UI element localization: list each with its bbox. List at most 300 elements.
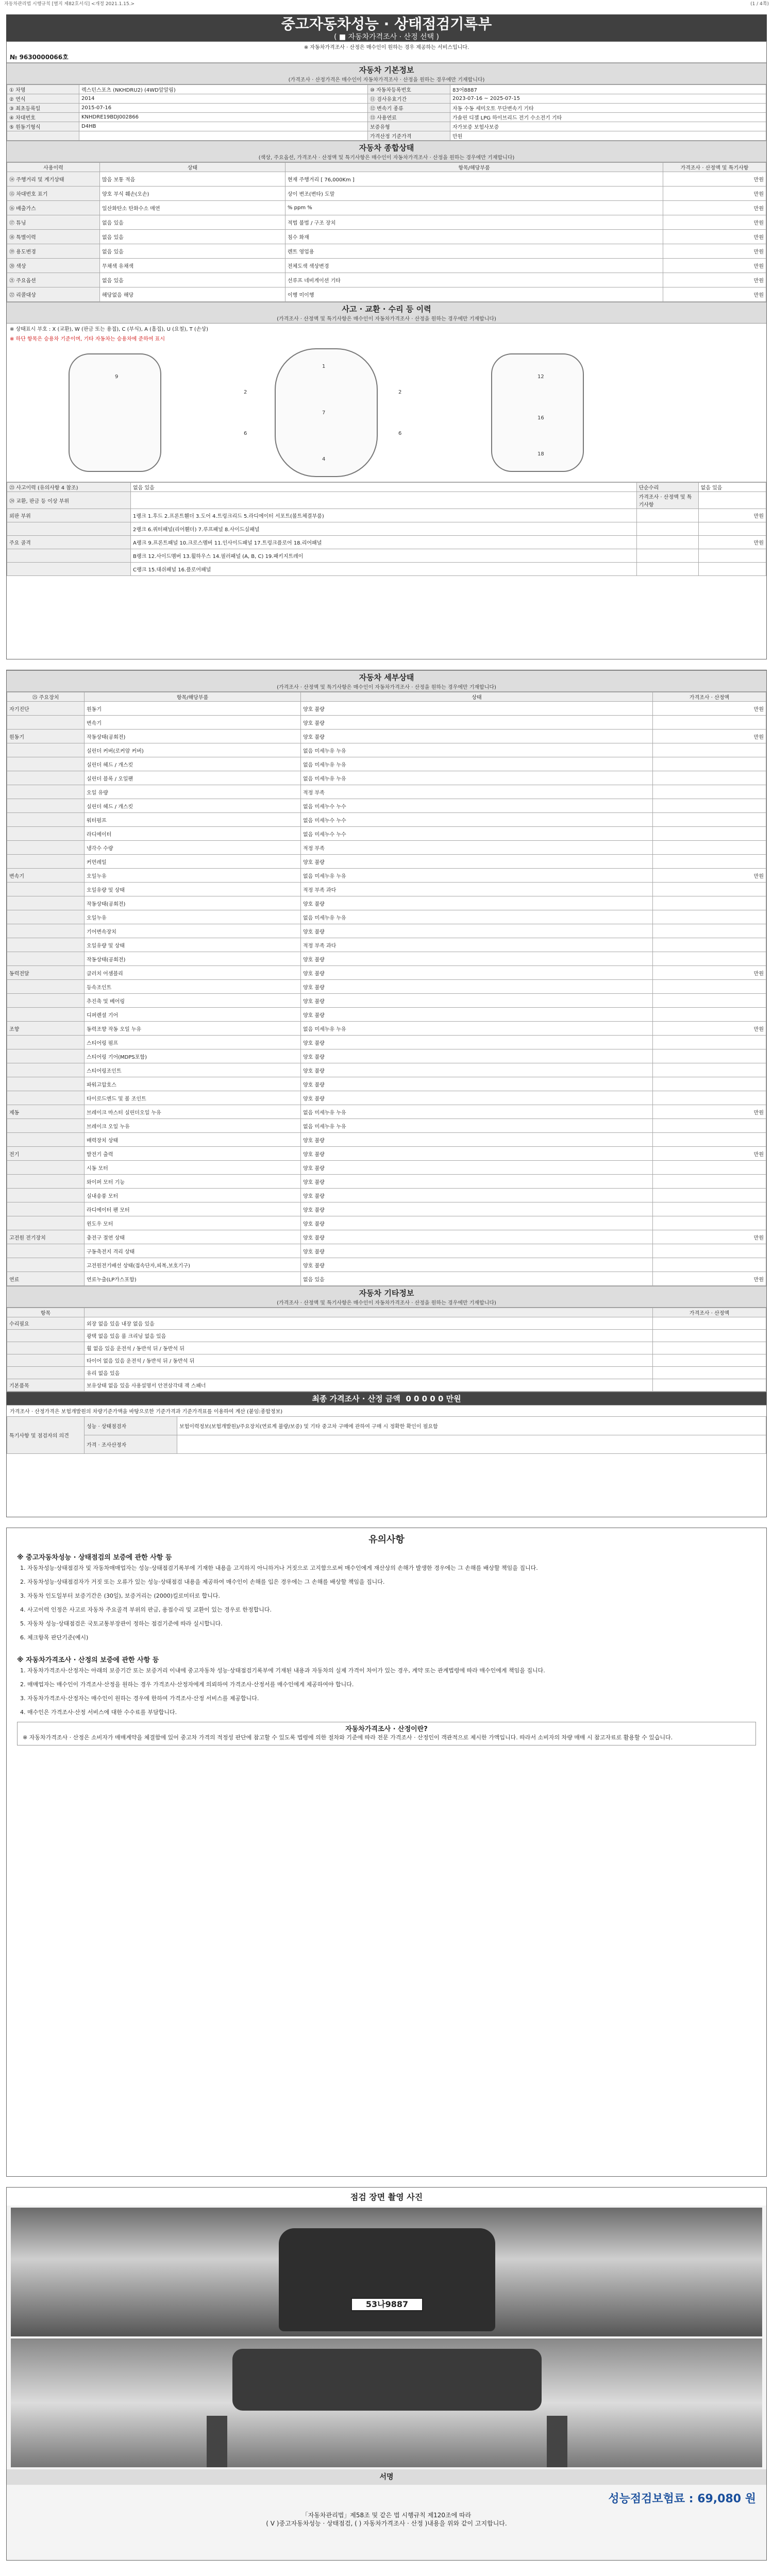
detail-item: 구동축전지 격리 상태 xyxy=(85,1244,301,1258)
insurance-fee: 성능점검보험료 : 69,080 원 xyxy=(608,2493,756,2505)
notice-paragraphs xyxy=(7,1564,766,1642)
detail-price xyxy=(653,952,766,966)
overall-row xyxy=(7,187,766,201)
detail-state: 양호 불량 xyxy=(301,1091,653,1105)
other-item: 타이어 없음 있음 운전석 / 동반석 뒤 / 동반석 뒤 xyxy=(85,1354,653,1367)
detail-group xyxy=(7,924,85,938)
detail-row xyxy=(7,702,766,716)
other-band xyxy=(7,1286,766,1308)
overall-state: 없음 있음 xyxy=(100,215,285,230)
overall-label: ㉒ 리콜대상 xyxy=(7,287,100,302)
detail-price xyxy=(653,827,766,841)
detail-group xyxy=(7,1133,85,1147)
detail-row xyxy=(7,883,766,896)
overall-label: ⑭ 주행거리 및 계기상태 xyxy=(7,172,100,187)
other-header xyxy=(85,1308,653,1317)
detail-price xyxy=(653,924,766,938)
detail-group xyxy=(7,1161,85,1175)
other-title: 자동차 기타정보 xyxy=(359,1289,414,1298)
detail-price xyxy=(653,855,766,869)
detail-row xyxy=(7,1008,766,1022)
spacer xyxy=(636,563,698,576)
basic-value: 자가보증 보험사보증 xyxy=(450,122,766,131)
overall-label: ⑰ 튜닝 xyxy=(7,215,100,230)
detail-group xyxy=(7,841,85,855)
detail-group xyxy=(7,883,85,896)
other-group xyxy=(7,1342,85,1354)
special-label: 특기사항 및 점검자의 의견 xyxy=(7,1417,85,1454)
detail-row xyxy=(7,1063,766,1077)
detail-item: 파워고압호스 xyxy=(85,1077,301,1091)
detail-row xyxy=(7,730,766,743)
detail-state: 양호 불량 xyxy=(301,1049,653,1063)
overall-label: ⑮ 차대번호 표기 xyxy=(7,187,100,201)
detail-item: 오일 유량 xyxy=(85,785,301,799)
legal-statement-2: ( V )중고자동차성능 · 상태점검, ( ) 자동차가격조사 · 산정 )내용을 위와 같이 고지합니다. xyxy=(266,2520,507,2527)
detail-price: 만원 xyxy=(653,869,766,883)
detail-row xyxy=(7,1189,766,1202)
detail-group xyxy=(7,1258,85,1272)
basic-value: 83어8887 xyxy=(450,85,766,94)
notice-paragraph: 1. 자동차가격조사·산정자는 아래의 보증기간 또는 보증거리 이내에 중고자동차 성능·상태점검기록부에 기재된 내용과 자동차의 실제 가격이 차이가 있는 경우, 계약 또는 관계법령에 따라 매수인에게 책임을 집니다. xyxy=(20,1667,545,1674)
accident-legend-2: ※ 하단 항목은 승용차 기준이며, 기타 자동차는 승용차에 준하여 표시 xyxy=(10,336,165,342)
other-item: 유리 없음 있음 xyxy=(85,1367,653,1379)
detail-item: 타이로드엔드 및 볼 조인트 xyxy=(85,1091,301,1105)
other-row xyxy=(7,1330,766,1342)
other-table xyxy=(7,1308,766,1392)
detail-row xyxy=(7,743,766,757)
header-banner xyxy=(6,14,767,41)
detail-group xyxy=(7,1049,85,1063)
detail-state: 없음 미세누유 누유 xyxy=(301,757,653,771)
detail-band xyxy=(7,670,766,692)
detail-item: 냉각수 수량 xyxy=(85,841,301,855)
license-plate: 53나9887 xyxy=(351,2298,423,2311)
detail-item: 오일유량 및 상태 xyxy=(85,883,301,896)
group-items: B랭크 12.사이드멤버 13.휠하우스 14.필러패널 (A, B, C) 19.패키지트레이 xyxy=(131,549,637,563)
notice-paragraph: 4. 매수인은 가격조사·산정 서비스에 대한 수수료를 부담합니다. xyxy=(20,1709,177,1716)
detail-price: 만원 xyxy=(653,702,766,716)
part-number: 12 xyxy=(537,374,544,380)
detail-state: 양호 불량 xyxy=(301,994,653,1008)
simple-repair-label: 단순수리 xyxy=(636,483,698,492)
detail-row xyxy=(7,952,766,966)
detail-state: 양호 불량 xyxy=(301,1202,653,1216)
detail-group xyxy=(7,952,85,966)
basic-value xyxy=(79,131,368,141)
detail-item: 실린더 헤드 / 개스킷 xyxy=(85,799,301,813)
basic-band xyxy=(7,63,766,84)
overall-label: ⑯ 배출가스 xyxy=(7,201,100,215)
detail-row xyxy=(7,1049,766,1063)
basic-label: ④ 차대번호 xyxy=(7,113,79,122)
detail-row xyxy=(7,1077,766,1091)
detail-price: 만원 xyxy=(653,1105,766,1119)
box-title: 자동차가격조사 · 산정이란? xyxy=(345,1725,428,1733)
basic-label: ② 연식 xyxy=(7,94,79,104)
overall-price: 만원 xyxy=(663,259,766,273)
detail-price xyxy=(653,841,766,855)
overall-price: 만원 xyxy=(663,273,766,287)
other-group xyxy=(7,1367,85,1379)
detail-item: 시동 모터 xyxy=(85,1161,301,1175)
group-price xyxy=(698,549,766,563)
detail-state: 적정 부족 과다 xyxy=(301,883,653,896)
detail-item: 와이퍼 모터 기능 xyxy=(85,1175,301,1189)
basic-row xyxy=(7,94,766,104)
other-group xyxy=(7,1354,85,1367)
detail-state: 적정 부족 과다 xyxy=(301,938,653,952)
detail-item: 배력장치 상태 xyxy=(85,1133,301,1147)
detail-header: ㉕ 주요장치 xyxy=(7,692,85,702)
detail-row xyxy=(7,1091,766,1105)
detail-price xyxy=(653,1049,766,1063)
detail-group xyxy=(7,1077,85,1091)
detail-item: 실린더 헤드 / 개스킷 xyxy=(85,757,301,771)
special-key: 성능 · 상태점검자 xyxy=(85,1417,177,1435)
top-meta xyxy=(0,0,773,6)
detail-state: 양호 불량 xyxy=(301,1216,653,1230)
basic-value: 만원 xyxy=(450,131,766,141)
detail-state: 양호 불량 xyxy=(301,1161,653,1175)
overall-row xyxy=(7,287,766,302)
detail-row xyxy=(7,896,766,910)
accident-band xyxy=(7,302,766,324)
other-price xyxy=(653,1379,766,1392)
detail-item: 라디에이터 xyxy=(85,827,301,841)
detail-price xyxy=(653,743,766,757)
special-row xyxy=(7,1417,766,1435)
detail-state: 양호 불량 xyxy=(301,966,653,980)
detail-price xyxy=(653,757,766,771)
page-counter: (1 / 4쪽) xyxy=(750,2,769,7)
detail-price xyxy=(653,1091,766,1105)
detail-header: 상태 xyxy=(301,692,653,702)
overall-header-row xyxy=(7,163,766,172)
overall-state: 해당없음 해당 xyxy=(100,287,285,302)
group-price xyxy=(698,522,766,536)
overall-item: 선루프 네비게이션 기타 xyxy=(285,273,663,287)
other-note: (가격조사 · 산정액 및 특기사항은 매수인이 자동차가격조사 · 산정을 원하는 경우에만 기재합니다) xyxy=(277,1300,496,1306)
detail-row xyxy=(7,924,766,938)
car-front-shape xyxy=(279,2228,495,2331)
overall-title: 자동차 종합상태 xyxy=(359,143,414,152)
detail-price xyxy=(653,1008,766,1022)
detail-price xyxy=(653,883,766,896)
overall-table xyxy=(7,162,766,302)
overall-row xyxy=(7,259,766,273)
group-price: 만원 xyxy=(698,509,766,522)
spacer xyxy=(636,536,698,549)
detail-item: 실내송풍 모터 xyxy=(85,1189,301,1202)
detail-price xyxy=(653,1133,766,1147)
basic-title: 자동차 기본정보 xyxy=(359,65,414,75)
detail-row xyxy=(7,1216,766,1230)
detail-row xyxy=(7,716,766,730)
detail-state: 양호 불량 xyxy=(301,716,653,730)
basic-label: ⑬ 사용연료 xyxy=(368,113,450,122)
box-text: ※ 자동차가격조사 · 산정은 소비자가 매매계약을 체결함에 있어 중고차 가격의 적정성 판단에 참고할 수 있도록 법령에 의한 절차와 기준에 따라 전문 가격조사 · 산정인이 객관적으로 제시한 가액입니다. 따라서 소비자의 차량 매매 시 참고자료로 활용할 수 있습니다. xyxy=(23,1734,673,1741)
basic-row xyxy=(7,122,766,131)
detail-state: 없음 미세누유 누유 xyxy=(301,869,653,883)
legal-statement-1: 「자동차관리법」제58조 및 같은 법 시행규칙 제120조에 따라 xyxy=(301,2512,472,2519)
detail-row xyxy=(7,1161,766,1175)
page-2 xyxy=(6,670,767,1517)
other-item: 외장 없음 있음 내장 없음 있음 xyxy=(85,1317,653,1330)
basic-label: 가격산정 기준가격 xyxy=(368,131,450,141)
notice-paragraph: 4. 사고이력 인정은 사고로 자동차 주요골격 부위의 판금, 용접수리 및 교환이 있는 경우로 한정합니다. xyxy=(20,1606,272,1613)
overall-price: 만원 xyxy=(663,244,766,259)
detail-price xyxy=(653,938,766,952)
detail-state: 양호 불량 xyxy=(301,952,653,966)
detail-row xyxy=(7,1230,766,1244)
group-name: 외판 부위 xyxy=(7,509,131,522)
detail-state: 양호 불량 xyxy=(301,1175,653,1189)
accident-history-value: 없음 있음 xyxy=(131,483,637,492)
basic-label: ⑪ 검사유효기간 xyxy=(368,94,450,104)
overall-state: 무채색 유채색 xyxy=(100,259,285,273)
overall-price: 만원 xyxy=(663,215,766,230)
detail-row xyxy=(7,813,766,827)
lift-post-left xyxy=(207,2416,227,2467)
overall-row xyxy=(7,201,766,215)
notice-paragraph: 3. 자동차 인도일부터 보증기간은 (30일), 보증거리는 (2000)킬로미터로 합니다. xyxy=(20,1592,221,1599)
other-header-row xyxy=(7,1308,766,1317)
final-price-value: 0 0 0 0 0 만원 xyxy=(406,1394,461,1403)
basic-label: ⑤ 원동기형식 xyxy=(7,122,79,131)
part-number: 1 xyxy=(322,364,326,369)
other-header: 항목 xyxy=(7,1308,85,1317)
detail-group: 제동 xyxy=(7,1105,85,1119)
basic-table xyxy=(7,84,766,141)
detail-item: 기어변속장치 xyxy=(85,924,301,938)
detail-header: 항목/해당부품 xyxy=(85,692,301,702)
other-group: 수리필요 xyxy=(7,1317,85,1330)
other-item: 보유상태 없음 있음 사용설명서 안전삼각대 잭 스패너 xyxy=(85,1379,653,1392)
detail-state: 없음 미세누수 누수 xyxy=(301,827,653,841)
basic-label: 보증유형 xyxy=(368,122,450,131)
detail-row xyxy=(7,966,766,980)
detail-price xyxy=(653,1036,766,1049)
overall-label: ⑳ 색상 xyxy=(7,259,100,273)
notice-paragraph: 6. 체크항목 판단기준(예시) xyxy=(20,1634,89,1641)
service-note: ※ 자동차가격조사 · 산정은 매수인이 원하는 경우 제공하는 서비스입니다. xyxy=(304,45,469,50)
detail-item: 작동상태(공회전) xyxy=(85,896,301,910)
simple-repair-value: 없음 있음 xyxy=(698,483,766,492)
detail-item: 커먼레일 xyxy=(85,855,301,869)
other-row xyxy=(7,1342,766,1354)
accident-group-row xyxy=(7,522,766,536)
group-price: 만원 xyxy=(698,536,766,549)
detail-item: 스티어링 펌프 xyxy=(85,1036,301,1049)
detail-group xyxy=(7,1119,85,1133)
detail-row xyxy=(7,799,766,813)
detail-group: 고전원 전기장치 xyxy=(7,1230,85,1244)
notice-title: 유의사항 xyxy=(368,1534,405,1545)
detail-price xyxy=(653,1063,766,1077)
detail-state: 없음 미세누유 누유 xyxy=(301,1119,653,1133)
detail-item: 변속기 xyxy=(85,716,301,730)
other-row xyxy=(7,1317,766,1330)
overall-price: 만원 xyxy=(663,287,766,302)
group-price xyxy=(698,563,766,576)
group-name xyxy=(7,549,131,563)
other-price xyxy=(653,1342,766,1354)
notice-paragraph: 2. 매매업자는 매수인이 가격조사·산정을 원하는 경우 가격조사·산정자에게 의뢰하여 가격조사·산정서를 매수인에게 제공하여야 합니다. xyxy=(20,1681,354,1688)
detail-item: 브레이크 마스터 실린더오일 누유 xyxy=(85,1105,301,1119)
notice-paragraphs-2 xyxy=(7,1666,766,1717)
detail-group xyxy=(7,813,85,827)
detail-group xyxy=(7,896,85,910)
special-value: 보험이력정보(보험개발원)/주요장치(연료계 불량/보증) 및 기타 중고차 구매에 관하여 구매 시 정확한 확인이 필요함 xyxy=(177,1417,766,1435)
detail-item: 스티어링 기어(MDPS포함) xyxy=(85,1049,301,1063)
overall-row xyxy=(7,273,766,287)
detail-row xyxy=(7,1022,766,1036)
detail-group: 조향 xyxy=(7,1022,85,1036)
page-3 xyxy=(6,1528,767,2177)
part-number: 2 xyxy=(244,389,247,395)
other-price xyxy=(653,1317,766,1330)
overall-band xyxy=(7,141,766,162)
detail-group xyxy=(7,785,85,799)
detail-price xyxy=(653,994,766,1008)
spacer xyxy=(698,492,766,509)
detail-price: 만원 xyxy=(653,730,766,743)
overall-item: 이행 미이행 xyxy=(285,287,663,302)
detail-row xyxy=(7,869,766,883)
overall-price: 만원 xyxy=(663,172,766,187)
basic-value: 2015-07-16 xyxy=(79,104,368,113)
detail-row xyxy=(7,1272,766,1286)
detail-group: 연료 xyxy=(7,1272,85,1286)
detail-group xyxy=(7,994,85,1008)
detail-state: 없음 미세누유 누유 xyxy=(301,1105,653,1119)
detail-state: 양호 불량 xyxy=(301,1133,653,1147)
detail-group: 변속기 xyxy=(7,869,85,883)
detail-group xyxy=(7,757,85,771)
accident-group-row xyxy=(7,549,766,563)
overall-header: 사용이력 xyxy=(7,163,100,172)
detail-price: 만원 xyxy=(653,1147,766,1161)
overall-label: ⑲ 용도변경 xyxy=(7,244,100,259)
overall-row xyxy=(7,230,766,244)
page-4 xyxy=(6,2187,767,2561)
other-row xyxy=(7,1367,766,1379)
detail-price xyxy=(653,1175,766,1189)
detail-row xyxy=(7,910,766,924)
special-table xyxy=(7,1416,766,1454)
detail-item: 클러치 어셈블리 xyxy=(85,966,301,980)
detail-row xyxy=(7,785,766,799)
group-items: C랭크 15.대쉬패널 16.플로어패널 xyxy=(131,563,637,576)
car-left-view xyxy=(69,353,161,472)
notice-paragraph: 1. 자동차성능·상태점검자 및 자동차매매업자는 성능·상태점검기록부에 기재한 내용을 고지하지 아니하거나 거짓으로 고지함으로써 매수인에게 재산상의 손해가 발생한 경우에는 그 손해를 배상할 책임을 집니다. xyxy=(20,1565,538,1571)
detail-price: 만원 xyxy=(653,1272,766,1286)
basic-label: ⑩ 자동차등록번호 xyxy=(368,85,450,94)
detail-price xyxy=(653,1216,766,1230)
detail-state: 없음 있음 xyxy=(301,1272,653,1286)
special-key: 가격 · 조사산정자 xyxy=(85,1435,177,1454)
detail-item: 라디에이터 팬 모터 xyxy=(85,1202,301,1216)
detail-row xyxy=(7,757,766,771)
part-number: 7 xyxy=(322,410,326,416)
detail-state: 양호 불량 xyxy=(301,702,653,716)
detail-group xyxy=(7,799,85,813)
part-number: 6 xyxy=(244,431,247,436)
detail-price xyxy=(653,1161,766,1175)
detail-price xyxy=(653,785,766,799)
accident-group-row xyxy=(7,509,766,522)
detail-group: 동력전달 xyxy=(7,966,85,980)
price-explain-box xyxy=(17,1722,756,1745)
detail-row xyxy=(7,1175,766,1189)
special-row xyxy=(7,1435,766,1454)
detail-state: 양호 불량 xyxy=(301,1063,653,1077)
inspection-photo-under xyxy=(11,2338,762,2467)
overall-price: 만원 xyxy=(663,230,766,244)
detail-group xyxy=(7,980,85,994)
other-price xyxy=(653,1330,766,1342)
detail-row xyxy=(7,771,766,785)
lift-post-right xyxy=(547,2416,567,2467)
notice-heading-2: ※ 자동차가격조사 · 산정의 보증에 관한 사항 등 xyxy=(17,1656,159,1664)
detail-state: 없음 미세누유 누유 xyxy=(301,771,653,785)
accident-note: (가격조사 · 산정액 및 특기사항은 매수인이 자동차가격조사 · 산정을 원하는 경우에만 기재합니다) xyxy=(277,316,496,322)
detail-row xyxy=(7,841,766,855)
overall-note: (색상, 주요옵션, 가격조사 · 산정액 및 특기사항은 매수인이 자동차가격조사 · 산정을 원하는 경우에만 기재합니다) xyxy=(258,155,515,161)
document-number: № 9630000066호 xyxy=(7,52,766,63)
detail-state: 양호 불량 xyxy=(301,1244,653,1258)
overall-header: 항목/해당부품 xyxy=(285,163,663,172)
detail-row xyxy=(7,1147,766,1161)
final-price-label: 최종 가격조사 · 산정 금액 xyxy=(312,1394,400,1403)
detail-group xyxy=(7,938,85,952)
detail-price xyxy=(653,716,766,730)
overall-state: 양호 부식 훼손(오손) xyxy=(100,187,285,201)
detail-state: 양호 불량 xyxy=(301,1147,653,1161)
basic-row xyxy=(7,113,766,122)
detail-state: 양호 불량 xyxy=(301,1077,653,1091)
basic-row xyxy=(7,131,766,141)
car-lift-shape xyxy=(232,2349,542,2411)
overall-label: ㉑ 주요옵션 xyxy=(7,273,100,287)
overall-state: 없음 있음 xyxy=(100,273,285,287)
detail-item: 동력조향 작동 오일 누유 xyxy=(85,1022,301,1036)
sign-title: 서명 xyxy=(7,2469,766,2485)
detail-item: 추진축 및 베어링 xyxy=(85,994,301,1008)
detail-price: 만원 xyxy=(653,966,766,980)
detail-row xyxy=(7,1036,766,1049)
detail-group xyxy=(7,1008,85,1022)
notice-paragraph: 2. 자동차성능·상태점검자가 거짓 또는 오류가 있는 성능·상태점검 내용을 제공하여 매수인이 손해를 입은 경우에는 그 손해를 배상할 책임을 집니다. xyxy=(20,1579,385,1585)
detail-group: 전기 xyxy=(7,1147,85,1161)
detail-item: 원동기 xyxy=(85,702,301,716)
detail-item: 실린더 커버(로커암 커버) xyxy=(85,743,301,757)
form-reference: 자동차관리법 시행규칙 [별지 제82호서식] <개정 2021.1.15.> xyxy=(4,2,135,7)
car-top-view xyxy=(275,348,378,477)
detail-state: 양호 불량 xyxy=(301,1036,653,1049)
notice-heading-1: ※ 중고자동차성능 · 상태점검의 보증에 관한 사항 등 xyxy=(17,1554,172,1562)
detail-header-row xyxy=(7,692,766,702)
detail-price xyxy=(653,1202,766,1216)
accident-table xyxy=(7,482,766,576)
detail-row xyxy=(7,855,766,869)
overall-price: 만원 xyxy=(663,187,766,201)
detail-state: 양호 불량 xyxy=(301,855,653,869)
detail-item: 디퍼렌셜 기어 xyxy=(85,1008,301,1022)
detail-group xyxy=(7,1189,85,1202)
detail-item: 작동상태(공회전) xyxy=(85,952,301,966)
